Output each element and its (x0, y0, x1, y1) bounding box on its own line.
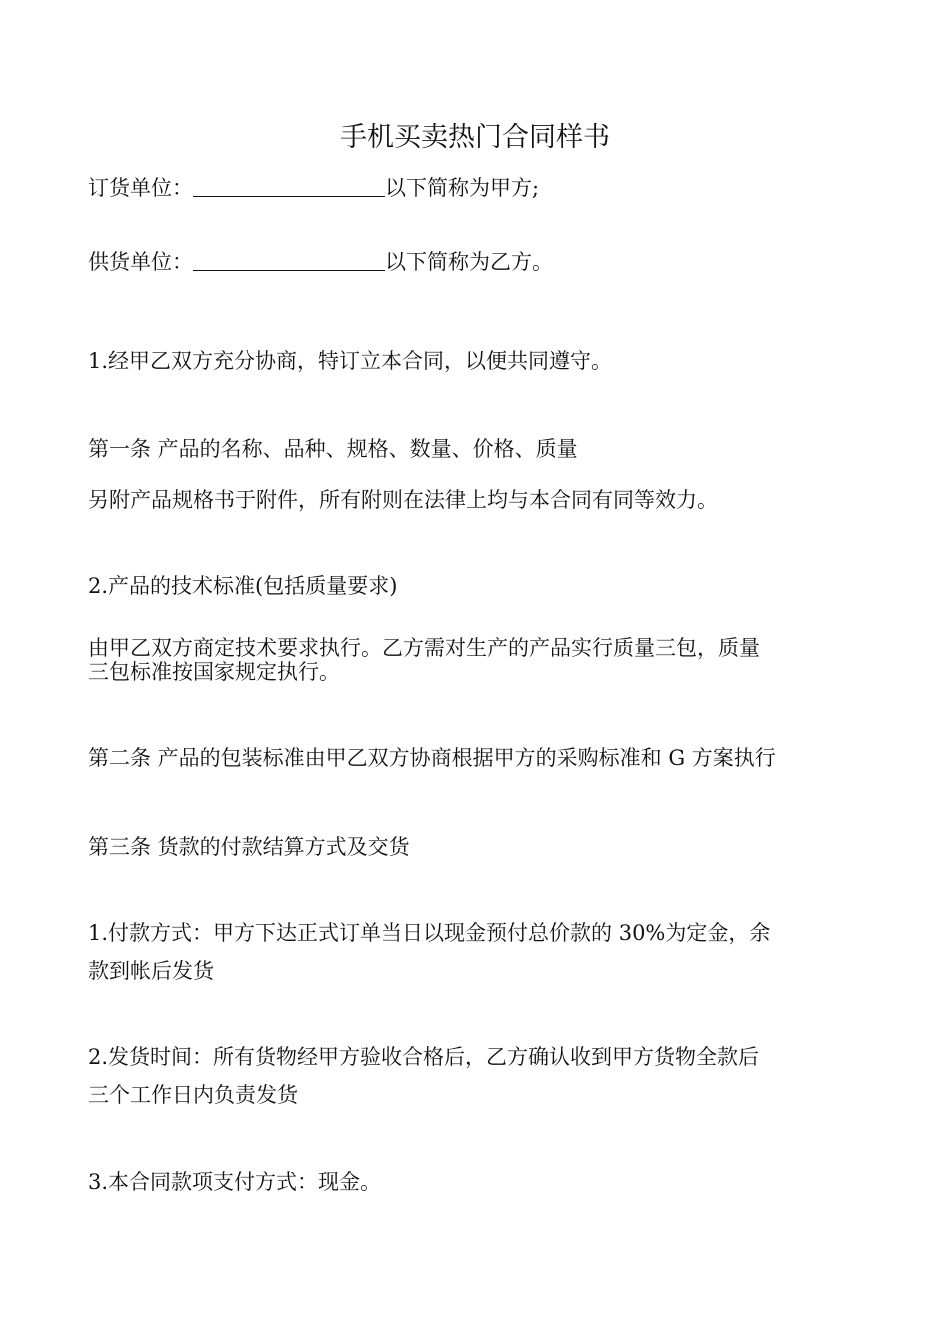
seller-blank (193, 248, 385, 271)
payment-item-3: 3.本合同款项支付方式：现金。 (88, 1170, 382, 1194)
buyer-label: 订货单位： (88, 176, 193, 200)
payment-item-2-line-1: 2.发货时间：所有货物经甲方验收合格后，乙方确认收到甲方货物全款后 (88, 1045, 760, 1069)
buyer-suffix: 以下简称为甲方; (385, 176, 540, 200)
seller-label: 供货单位： (88, 250, 193, 274)
seller-line (88, 248, 868, 276)
payment-item-1-line-2: 款到帐后发货 (88, 959, 214, 983)
payment-item-2-line-2: 三个工作日内负责发货 (88, 1083, 298, 1107)
buyer-blank (193, 174, 385, 197)
clause-2-body-line-1: 由甲乙双方商定技术要求执行。乙方需对生产的产品实行质量三包，质量 (88, 636, 760, 660)
document-title: 手机买卖热门合同样书 (340, 122, 610, 153)
payment-item-1-line-1: 1.付款方式：甲方下达正式订单当日以现金预付总价款的 30%为定金，余 (88, 921, 771, 945)
clause-1: 1.经甲乙双方充分协商，特订立本合同，以便共同遵守。 (88, 349, 613, 373)
seller-suffix: 以下简称为乙方。 (385, 250, 553, 274)
clause-2-body-line-2: 三包标准按国家规定执行。 (88, 660, 340, 684)
clause-2: 2.产品的技术标准(包括质量要求) (88, 574, 398, 598)
article-2: 第二条 产品的包装标准由甲乙双方协商根据甲方的采购标准和 G 方案执行 (88, 746, 776, 770)
article-1-heading: 第一条 产品的名称、品种、规格、数量、价格、质量 (88, 437, 578, 461)
article-1-body: 另附产品规格书于附件，所有附则在法律上均与本合同有同等效力。 (88, 488, 718, 512)
buyer-line (88, 174, 868, 202)
article-3-heading: 第三条 货款的付款结算方式及交货 (88, 835, 410, 859)
